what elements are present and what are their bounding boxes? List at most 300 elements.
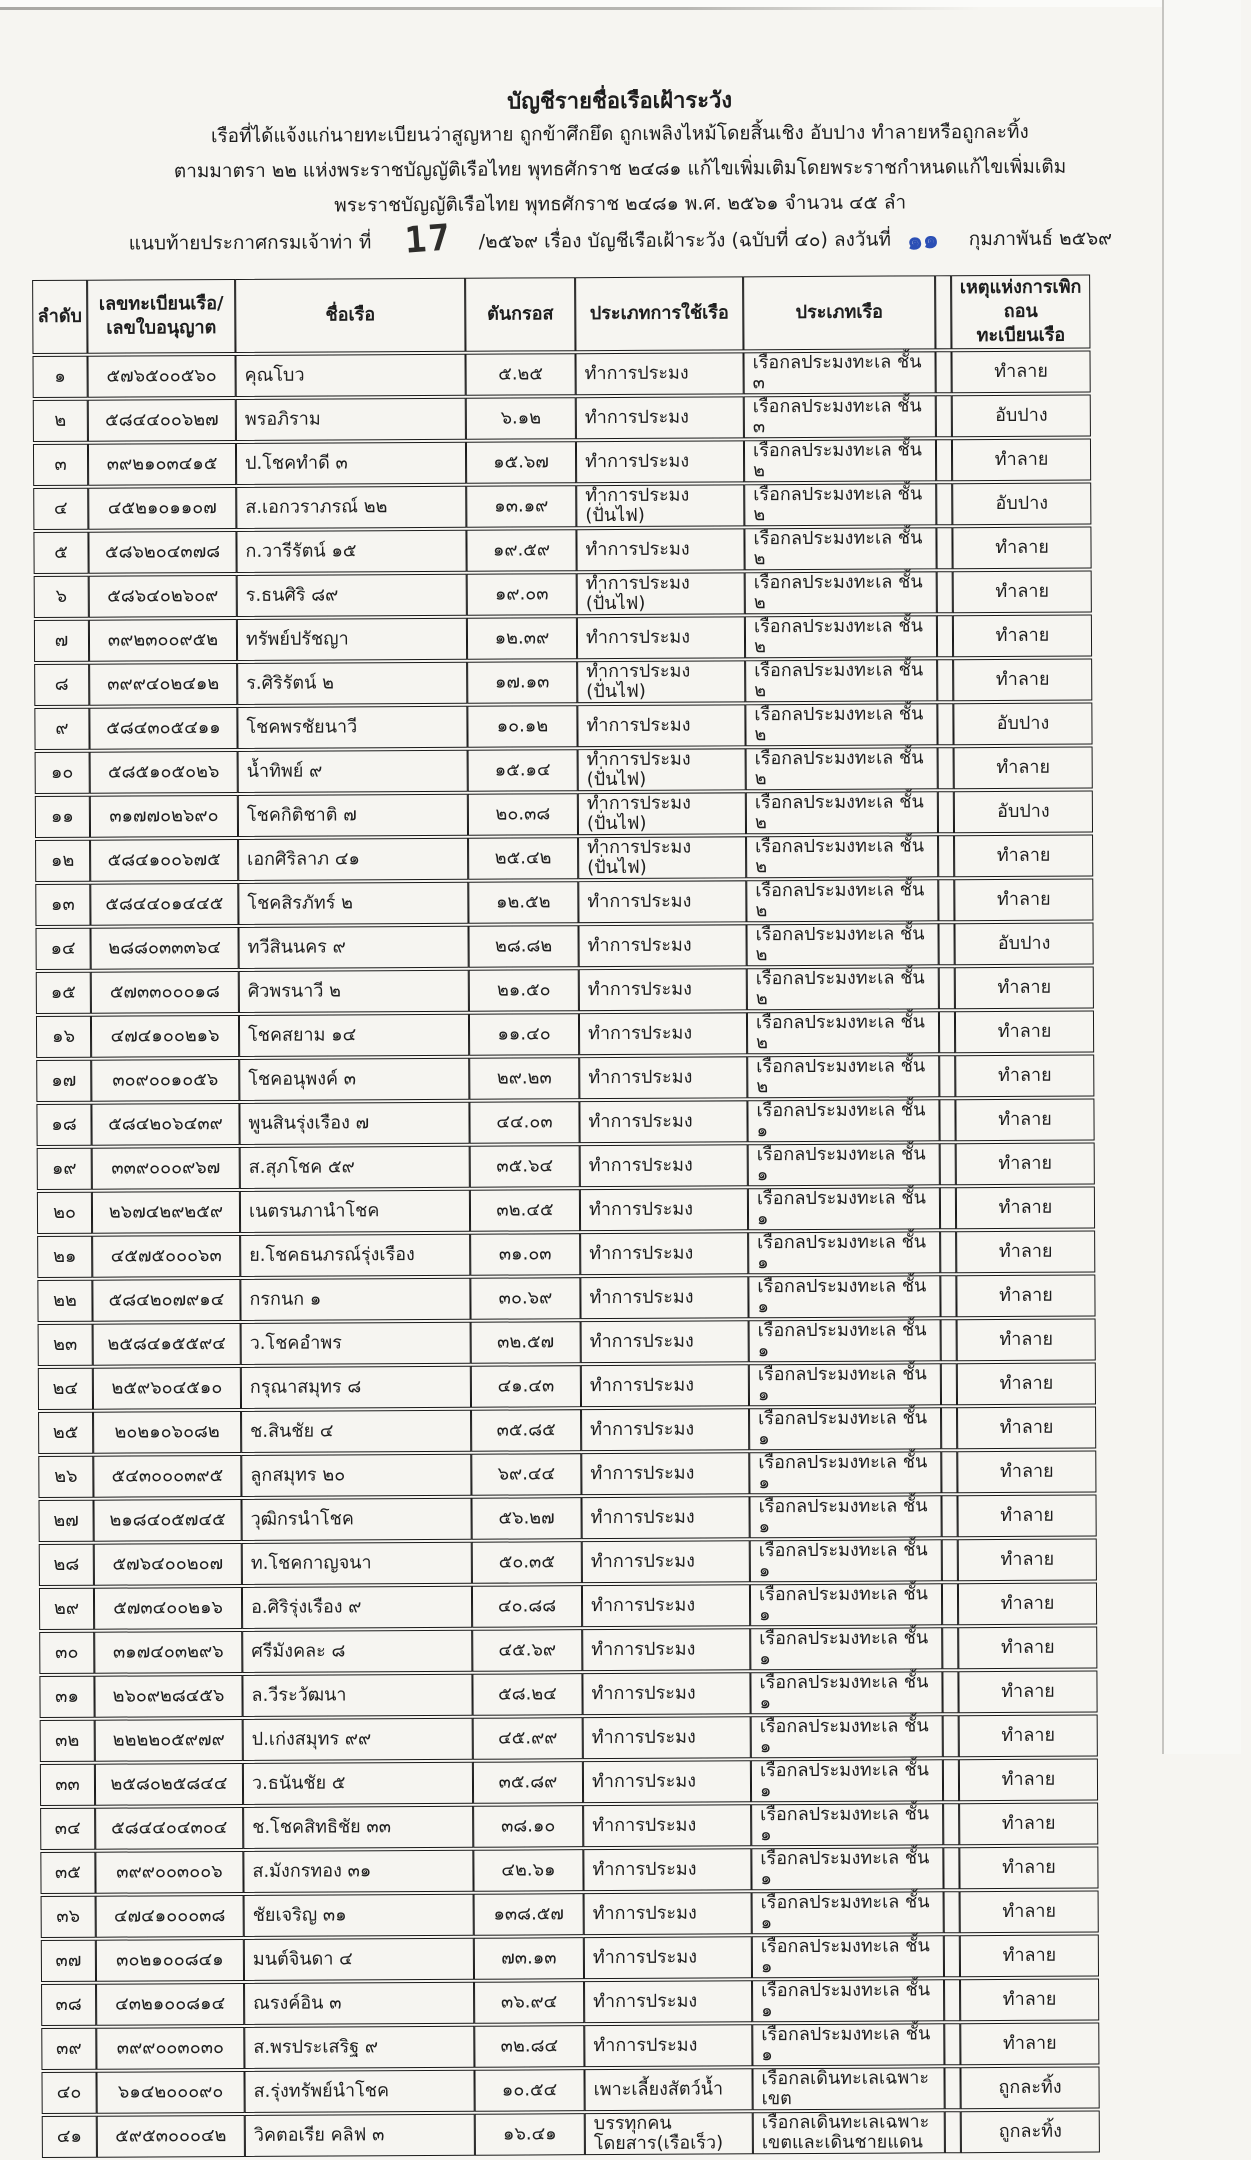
vessel-type-cell: เรือกลประมงทะเล ชั้น ๑ (750, 1539, 942, 1582)
vessel-usage-cell: ทำการประมง (579, 1012, 747, 1055)
registration-number-cell: ๕๘๔๒๐๗๙๑๔ (92, 1279, 240, 1322)
spacer-cell (945, 2111, 961, 2153)
registration-number-cell: ๕๘๔๓๐๕๔๑๑ (89, 707, 237, 750)
row-number-cell: ๑๓ (35, 884, 90, 926)
revocation-reason-cell: ทำลาย (953, 658, 1092, 701)
vessel-name-cell: ส.มังกรทอง ๓๑ (243, 1850, 473, 1893)
row-number-cell: ๓๔ (40, 1808, 95, 1850)
row-number-cell: ๓ (33, 444, 88, 486)
spacer-cell (939, 1099, 955, 1141)
revocation-reason-cell: ทำลาย (958, 1670, 1097, 1713)
registration-number-cell: ๓๙๒๓๐๐๙๕๒ (89, 619, 237, 662)
vessel-row (39, 1626, 1097, 1674)
revocation-reason-cell: ทำลาย (955, 1054, 1094, 1097)
revocation-reason-cell: ทำลาย (952, 526, 1091, 569)
registration-number-cell: ๖๑๔๒๐๐๐๙๐ (96, 2071, 244, 2114)
gross-tonnage-cell: ๒๘.๘๒ (468, 925, 578, 968)
gross-tonnage-cell: ๓๒.๕๗ (471, 1321, 581, 1364)
row-number-cell: ๔๐ (41, 2072, 96, 2114)
registration-number-cell: ๓๙๙๐๐๓๐๓๐ (96, 2027, 244, 2070)
gross-tonnage-cell: ๕๐.๓๕ (472, 1541, 582, 1584)
spacer-cell (939, 967, 955, 1009)
registration-number-cell: ๕๘๔๔๐๔๓๐๔ (95, 1807, 243, 1850)
registration-number-cell: ๕๗๓๓๐๐๐๑๘ (91, 971, 239, 1014)
row-number-cell: ๒๖ (38, 1456, 93, 1498)
vessel-type-cell: เรือกลประมงทะเล ชั้น ๑ (749, 1407, 941, 1450)
vessel-usage-cell: ทำการประมง (577, 704, 745, 747)
revocation-reason-cell: ทำลาย (953, 614, 1092, 657)
spacer-cell (943, 1847, 959, 1889)
vessel-row (34, 658, 1092, 706)
revocation-reason-cell: ทำลาย (960, 1934, 1099, 1977)
spacer-cell (937, 571, 953, 613)
vessel-type-cell: เรือกลประมงทะเล ชั้น ๒ (746, 923, 938, 966)
vessel-type-cell: เรือกลประมงทะเล ชั้น ๒ (744, 439, 936, 482)
vessel-watchlist-table (32, 273, 1100, 2160)
vessel-usage-cell: ทำการประมง (578, 924, 746, 967)
gross-tonnage-cell: ๔๕.๙๙ (473, 1717, 583, 1760)
vessel-name-cell: โชคกิติชาติ ๗ (238, 794, 468, 837)
gross-tonnage-cell: ๓๐.๖๙ (470, 1277, 580, 1320)
vessel-type-cell: เรือกลประมงทะเล ชั้น ๑ (751, 1759, 943, 1802)
vessel-name-cell: โชคสิรภัทร์ ๒ (238, 882, 468, 925)
gross-tonnage-cell: ๓๑.๐๓ (470, 1233, 580, 1276)
revocation-reason-cell: ทำลาย (952, 438, 1091, 481)
vessel-row (36, 1010, 1094, 1058)
row-number-cell: ๙ (34, 708, 89, 750)
registration-number-cell: ๓๓๙๐๐๐๙๖๗ (92, 1147, 240, 1190)
row-number-cell: ๑๕ (36, 972, 91, 1014)
vessel-usage-cell: ทำการประมง (583, 1848, 751, 1891)
registration-number-cell: ๓๑๗๗๐๒๖๙๐ (90, 795, 238, 838)
header-registration-number: เลขทะเบียนเรือ/ เลขใบอนุญาต (87, 279, 235, 354)
row-number-cell: ๑ (33, 356, 88, 398)
vessel-usage-cell: บรรทุกคนโดยสาร(เรือเร็ว) (585, 2112, 753, 2155)
vessel-name-cell: ศิวพรนาวี ๒ (239, 970, 469, 1013)
spacer-cell (938, 879, 954, 921)
gross-tonnage-cell: ๑๐.๕๔ (474, 2069, 584, 2112)
vessel-name-cell: ส.พรประเสริฐ ๙ (244, 2026, 474, 2069)
registration-number-cell: ๓๙๙๐๐๓๐๐๖ (95, 1851, 243, 1894)
vessel-name-cell: ป.เก่งสมุทร ๙๙ (243, 1718, 473, 1761)
vessel-usage-cell: ทำการประมง (ปั่นไฟ) (578, 836, 746, 879)
vessel-type-cell: เรือกลประมงทะเล ชั้น ๒ (745, 703, 937, 746)
vessel-type-cell: เรือกลประมงทะเล ชั้น ๑ (747, 1099, 939, 1142)
revocation-reason-cell: ทำลาย (955, 966, 1094, 1009)
vessel-usage-cell: ทำการประมง (582, 1628, 750, 1671)
vessel-usage-cell: ทำการประมง (ปั่นไฟ) (576, 484, 744, 527)
revocation-reason-cell: ทำลาย (958, 1538, 1097, 1581)
vessel-name-cell: ช.โชคสิทธิชัย ๓๓ (243, 1806, 473, 1849)
spacer-cell (943, 1759, 959, 1801)
row-number-cell: ๒ (33, 400, 88, 442)
vessel-name-cell: ว.ธนันชัย ๕ (243, 1762, 473, 1805)
gross-tonnage-cell: ๓๕.๘๙ (473, 1761, 583, 1804)
vessel-row (38, 1494, 1096, 1542)
vessel-row (40, 1758, 1098, 1806)
spacer-cell (941, 1495, 957, 1537)
vessel-row (38, 1406, 1096, 1454)
row-number-cell: ๘ (34, 664, 89, 706)
vessel-usage-cell: ทำการประมง (579, 1056, 747, 1099)
vessel-name-cell: ล.วีระวัฒนา (242, 1674, 472, 1717)
registration-number-cell: ๕๗๖๕๐๐๕๖๐ (88, 355, 236, 398)
gross-tonnage-cell: ๒๐.๓๘ (468, 793, 578, 836)
vessel-type-cell: เรือกลประมงทะเล ชั้น ๒ (746, 791, 938, 834)
registration-number-cell: ๕๘๕๑๐๕๐๒๖ (90, 751, 238, 794)
vessel-type-cell: เรือกลประมงทะเล ชั้น ๑ (748, 1275, 940, 1318)
row-number-cell: ๑๘ (36, 1104, 91, 1146)
vessel-row (36, 1054, 1094, 1102)
vessel-name-cell: ส.รุ่งทรัพย์นำโชค (244, 2070, 474, 2113)
row-number-cell: ๑๔ (35, 928, 90, 970)
spacer-cell (942, 1627, 958, 1669)
row-number-cell: ๗ (34, 620, 89, 662)
gross-tonnage-cell: ๖๙.๔๔ (471, 1453, 581, 1496)
row-number-cell: ๔๑ (42, 2116, 97, 2158)
gross-tonnage-cell: ๔๔.๐๓ (469, 1101, 579, 1144)
header-spacer (935, 275, 951, 349)
vessel-name-cell: พรอภิราม (236, 398, 466, 441)
row-number-cell: ๓๖ (41, 1896, 96, 1938)
handwritten-announcement-number: 17 (403, 217, 455, 262)
vessel-row (38, 1362, 1096, 1410)
vessel-name-cell: ณรงค์อิน ๓ (244, 1982, 474, 2025)
vessel-row (41, 1934, 1099, 1982)
vessel-row (35, 834, 1093, 882)
registration-number-cell: ๓๙๒๑๐๓๔๑๕ (88, 443, 236, 486)
vessel-usage-cell: ทำการประมง (576, 396, 744, 439)
revocation-reason-cell: ทำลาย (957, 1318, 1096, 1361)
spacer-cell (936, 483, 952, 525)
revocation-reason-cell: ถูกละทิ้ง (960, 2066, 1099, 2109)
vessel-type-cell: เรือกลประมงทะเล ชั้น ๒ (747, 1011, 939, 1054)
vessel-usage-cell: ทำการประมง (584, 1936, 752, 1979)
row-number-cell: ๓๒ (40, 1720, 95, 1762)
vessel-type-cell: เรือกลประมงทะเล ชั้น ๑ (748, 1231, 940, 1274)
registration-number-cell: ๕๙๕๓๐๐๐๔๒ (97, 2115, 245, 2158)
row-number-cell: ๓๑ (39, 1676, 94, 1718)
annex-middle-text: /๒๕๖๙ เรื่อง บัญชีเรือเฝ้าระวัง (ฉบับที่ ๔๐) ลงวันที่ (478, 228, 892, 253)
vessel-usage-cell: ทำการประมง (580, 1276, 748, 1319)
spacer-cell (936, 527, 952, 569)
row-number-cell: ๓๗ (41, 1940, 96, 1982)
row-number-cell: ๒๕ (38, 1412, 93, 1454)
spacer-cell (938, 747, 954, 789)
vessel-usage-cell: ทำการประมง (584, 1892, 752, 1935)
gross-tonnage-cell: ๑๒.๓๙ (467, 617, 577, 660)
spacer-cell (944, 1935, 960, 1977)
vessel-name-cell: ร.ธนศิริ ๘๙ (237, 574, 467, 617)
vessel-row (34, 614, 1092, 662)
vessel-usage-cell: ทำการประมง (580, 1188, 748, 1231)
vessel-row (41, 2066, 1099, 2114)
vessel-type-cell: เรือกลประมงทะเล ชั้น ๒ (744, 527, 936, 570)
gross-tonnage-cell: ๑๗.๑๓ (467, 661, 577, 704)
vessel-row (34, 570, 1092, 618)
row-number-cell: ๑๖ (36, 1016, 91, 1058)
vessel-row (34, 702, 1092, 750)
revocation-reason-cell: ทำลาย (960, 1890, 1099, 1933)
spacer-cell (937, 615, 953, 657)
vessel-row (41, 1890, 1099, 1938)
table-body (33, 351, 1100, 2159)
gross-tonnage-cell: ๓๖.๙๔ (474, 1981, 584, 2024)
registration-number-cell: ๓๙๙๔๐๒๔๑๒ (89, 663, 237, 706)
vessel-name-cell: คุณโบว (235, 354, 465, 397)
vessel-row (38, 1450, 1096, 1498)
vessel-row (36, 966, 1094, 1014)
gross-tonnage-cell: ๕๘.๒๔ (472, 1673, 582, 1716)
header-gross-tonnage: ตันกรอส (465, 277, 575, 352)
vessel-row (39, 1582, 1097, 1630)
vessel-usage-cell: ทำการประมง (ปั่นไฟ) (577, 572, 745, 615)
registration-number-cell: ๓๑๗๔๐๓๒๙๖ (94, 1631, 242, 1674)
registration-number-cell: ๒๕๙๖๐๔๕๑๐ (93, 1367, 241, 1410)
row-number-cell: ๑๐ (35, 752, 90, 794)
registration-number-cell: ๒๖๗๔๒๙๒๕๙ (92, 1191, 240, 1234)
vessel-name-cell: โชคพรชัยนาวี (237, 706, 467, 749)
vessel-type-cell: เรือกลประมงทะเล ชั้น ๒ (745, 571, 937, 614)
vessel-usage-cell: ทำการประมง (576, 528, 744, 571)
vessel-usage-cell: ทำการประมง (583, 1760, 751, 1803)
revocation-reason-cell: ทำลาย (956, 1142, 1095, 1185)
spacer-cell (941, 1451, 957, 1493)
document-subtitle-line3: พระราชบัญญัติเรือไทย พุทธศักราช ๒๔๘๑ พ.ศ. ๒๕๖๑ จำนวน ๔๕ ลำ (334, 191, 907, 217)
spacer-cell (938, 791, 954, 833)
gross-tonnage-cell: ๓๕.๘๕ (471, 1409, 581, 1452)
registration-number-cell: ๒๕๘๔๑๕๕๙๔ (93, 1323, 241, 1366)
row-number-cell: ๖ (34, 576, 89, 618)
vessel-usage-cell: ทำการประมง (584, 2024, 752, 2067)
vessel-row (39, 1670, 1097, 1718)
revocation-reason-cell: ถูกละทิ้ง (961, 2110, 1100, 2153)
vessel-name-cell: ร.ศิริรัตน์ ๒ (237, 662, 467, 705)
row-number-cell: ๑๒ (35, 840, 90, 882)
revocation-reason-cell: ทำลาย (960, 2022, 1099, 2065)
vessel-usage-cell: ทำการประมง (ปั่นไฟ) (578, 792, 746, 835)
gross-tonnage-cell: ๑๙.๕๙ (466, 529, 576, 572)
vessel-name-cell: เนตรนภานำโชค (240, 1190, 470, 1233)
annex-reference-line (0, 217, 1241, 262)
vessel-name-cell: ย.โชคธนภรณ์รุ่งเรือง (240, 1234, 470, 1277)
spacer-cell (942, 1671, 958, 1713)
gross-tonnage-cell: ๔๕.๖๙ (472, 1629, 582, 1672)
gross-tonnage-cell: ๑๐.๑๒ (467, 705, 577, 748)
gross-tonnage-cell: ๑๕.๖๗ (466, 441, 576, 484)
row-number-cell: ๒๐ (37, 1192, 92, 1234)
header-revocation-reason: เหตุแห่งการเพิกถอน ทะเบียนเรือ (951, 275, 1090, 350)
vessel-name-cell: วุฒิกรนำโชค (241, 1498, 471, 1541)
vessel-name-cell: ว.โชคอำพร (241, 1322, 471, 1365)
vessel-usage-cell: ทำการประมง (576, 440, 744, 483)
document-header (0, 0, 1241, 262)
vessel-type-cell: เรือกลประมงทะเล ชั้น ๑ (750, 1583, 942, 1626)
revocation-reason-cell: ทำลาย (957, 1406, 1096, 1449)
revocation-reason-cell: ทำลาย (954, 878, 1093, 921)
registration-number-cell: ๒๖๐๙๒๘๔๕๖ (94, 1675, 242, 1718)
vessel-type-cell: เรือกลประมงทะเล ชั้น ๑ (750, 1627, 942, 1670)
vessel-type-cell: เรือกลประมงทะเล ชั้น ๑ (752, 1979, 944, 2022)
header-row-number: ลำดับ (32, 280, 87, 354)
vessel-name-cell: โชคอนุพงค์ ๓ (239, 1058, 469, 1101)
vessel-usage-cell: ทำการประมง (583, 1804, 751, 1847)
vessel-usage-cell: ทำการประมง (579, 1100, 747, 1143)
revocation-reason-cell: ทำลาย (958, 1626, 1097, 1669)
vessel-name-cell: ท.โชคกาญจนา (242, 1542, 472, 1585)
row-number-cell: ๓๘ (41, 1984, 96, 2026)
vessel-row (35, 878, 1093, 926)
vessel-row (37, 1142, 1095, 1190)
spacer-cell (944, 1979, 960, 2021)
revocation-reason-cell: ทำลาย (956, 1230, 1095, 1273)
vessel-usage-cell: ทำการประมง (580, 1144, 748, 1187)
registration-number-cell: ๓๐๒๑๐๐๘๔๑ (96, 1939, 244, 1982)
spacer-cell (943, 1803, 959, 1845)
vessel-name-cell: น้ำทิพย์ ๙ (238, 750, 468, 793)
vessel-row (35, 922, 1093, 970)
vessel-usage-cell: ทำการประมง (578, 880, 746, 923)
table-header-row (32, 275, 1090, 355)
vessel-type-cell: เรือกลประมงทะเล ชั้น ๑ (752, 2023, 944, 2066)
revocation-reason-cell: ทำลาย (960, 1978, 1099, 2021)
gross-tonnage-cell: ๒๕.๔๒ (468, 837, 578, 880)
registration-number-cell: ๕๗๖๔๐๐๒๐๗ (94, 1543, 242, 1586)
gross-tonnage-cell: ๔๒.๖๑ (473, 1849, 583, 1892)
spacer-cell (943, 1715, 959, 1757)
vessel-row (37, 1274, 1095, 1322)
vessel-usage-cell: ทำการประมง (575, 352, 743, 395)
revocation-reason-cell: อับปาง (953, 702, 1092, 745)
vessel-usage-cell: ทำการประมง (582, 1672, 750, 1715)
vessel-name-cell: ชัยเจริญ ๓๑ (244, 1894, 474, 1937)
revocation-reason-cell: ทำลาย (957, 1450, 1096, 1493)
vessel-row (40, 1802, 1098, 1850)
registration-number-cell: ๒๑๘๔๐๕๗๔๕ (93, 1499, 241, 1542)
spacer-cell (942, 1583, 958, 1625)
registration-number-cell: ๕๘๔๔๐๑๔๔๕ (90, 883, 238, 926)
vessel-row (41, 1978, 1099, 2026)
vessel-type-cell: เรือกลประมงทะเล ชั้น ๒ (745, 615, 937, 658)
spacer-cell (944, 2023, 960, 2065)
vessel-row (39, 1538, 1097, 1586)
revocation-reason-cell: ทำลาย (956, 1274, 1095, 1317)
revocation-reason-cell: ทำลาย (959, 1714, 1098, 1757)
row-number-cell: ๒๒ (37, 1280, 92, 1322)
handwritten-date-number: ๑๑ (905, 223, 941, 256)
spacer-cell (941, 1363, 957, 1405)
spacer-cell (940, 1275, 956, 1317)
registration-number-cell: ๕๗๓๔๐๐๒๑๖ (94, 1587, 242, 1630)
revocation-reason-cell: อับปาง (952, 395, 1091, 438)
registration-number-cell: ๔๕๗๕๐๐๐๖๓ (92, 1235, 240, 1278)
row-number-cell: ๑๙ (37, 1148, 92, 1190)
vessel-row (35, 790, 1093, 838)
annex-suffix-text: กุมภาพันธ์ ๒๕๖๙ (968, 227, 1113, 251)
revocation-reason-cell: ทำลาย (956, 1186, 1095, 1229)
spacer-cell (941, 1319, 957, 1361)
vessel-usage-cell: ทำการประมง (580, 1232, 748, 1275)
vessel-usage-cell: ทำการประมง (582, 1584, 750, 1627)
revocation-reason-cell: ทำลาย (955, 1098, 1094, 1141)
vessel-type-cell: เรือกลประมงทะเล ชั้น ๒ (746, 835, 938, 878)
vessel-row (36, 1098, 1094, 1146)
vessel-usage-cell: ทำการประมง (582, 1540, 750, 1583)
vessel-row (40, 1714, 1098, 1762)
vessel-row (37, 1230, 1095, 1278)
vessel-type-cell: เรือกลประมงทะเล ชั้น ๑ (752, 1935, 944, 1978)
revocation-reason-cell: ทำลาย (959, 1758, 1098, 1801)
vessel-type-cell: เรือกลประมงทะเล ชั้น ๒ (746, 747, 938, 790)
vessel-row (40, 1846, 1098, 1894)
vessel-usage-cell: เพาะเลี้ยงสัตว์น้ำ (584, 2068, 752, 2111)
vessel-type-cell: เรือกลประมงทะเล ชั้น ๒ (745, 659, 937, 702)
gross-tonnage-cell: ๕.๒๕ (465, 353, 575, 396)
row-number-cell: ๒๓ (38, 1324, 93, 1366)
header-vessel-name: ชื่อเรือ (235, 278, 465, 353)
registration-number-cell: ๔๗๔๑๐๐๒๑๖ (91, 1015, 239, 1058)
registration-number-cell: ๔๗๔๑๐๐๐๓๘ (96, 1895, 244, 1938)
vessel-row (33, 438, 1091, 486)
revocation-reason-cell: ทำลาย (955, 1010, 1094, 1053)
spacer-cell (941, 1407, 957, 1449)
vessel-row (33, 526, 1091, 574)
spacer-cell (939, 1055, 955, 1097)
vessel-type-cell: เรือกลประมงทะเล ชั้น ๒ (744, 483, 936, 526)
vessel-name-cell: เอกศิริลาภ ๔๑ (238, 838, 468, 881)
registration-number-cell: ๔๕๒๑๐๑๑๐๗ (88, 487, 236, 530)
vessel-usage-cell: ทำการประมง (ปั่นไฟ) (577, 660, 745, 703)
row-number-cell: ๕ (33, 532, 88, 574)
spacer-cell (940, 1143, 956, 1185)
vessel-type-cell: เรือกลประมงทะเล ชั้น ๑ (750, 1671, 942, 1714)
row-number-cell: ๓๓ (40, 1764, 95, 1806)
spacer-cell (944, 2067, 960, 2109)
vessel-name-cell: ศรีมังคละ ๘ (242, 1630, 472, 1673)
vessel-name-cell: กรกนก ๑ (240, 1278, 470, 1321)
vessel-type-cell: เรือกลประมงทะเล ชั้น ๑ (749, 1451, 941, 1494)
registration-number-cell: ๕๔๓๐๐๐๓๙๕ (93, 1455, 241, 1498)
vessel-type-cell: เรือกลประมงทะเล ชั้น ๒ (747, 967, 939, 1010)
spacer-cell (940, 1187, 956, 1229)
vessel-usage-cell: ทำการประมง (584, 1980, 752, 2023)
vessel-row (41, 2022, 1099, 2070)
spacer-cell (942, 1539, 958, 1581)
spacer-cell (936, 395, 952, 437)
gross-tonnage-cell: ๒๙.๒๓ (469, 1057, 579, 1100)
vessel-name-cell: ก.วารีรัตน์ ๑๕ (236, 530, 466, 573)
revocation-reason-cell: ทำลาย (951, 351, 1090, 394)
registration-number-cell: ๕๘๖๒๐๔๓๗๘ (88, 531, 236, 574)
gross-tonnage-cell: ๑๑.๔๐ (469, 1013, 579, 1056)
vessel-name-cell: พูนสินรุ่งเรือง ๗ (239, 1102, 469, 1145)
vessel-usage-cell: ทำการประมง (581, 1452, 749, 1495)
row-number-cell: ๑๗ (36, 1060, 91, 1102)
vessel-name-cell: โชคสยาม ๑๔ (239, 1014, 469, 1057)
vessel-usage-cell: ทำการประมง (581, 1320, 749, 1363)
registration-number-cell: ๒๕๘๐๒๕๘๔๔ (95, 1763, 243, 1806)
document-title: บัญชีรายชื่อเรือเฝ้าระวัง (507, 88, 733, 115)
vessel-row (33, 395, 1091, 443)
vessel-name-cell: ทรัพย์ปรัชญา (237, 618, 467, 661)
vessel-usage-cell: ทำการประมง (579, 968, 747, 1011)
gross-tonnage-cell: ๓๘.๑๐ (473, 1805, 583, 1848)
row-number-cell: ๓๐ (39, 1632, 94, 1674)
revocation-reason-cell: อับปาง (954, 790, 1093, 833)
vessel-type-cell: เรือกลประมงทะเล ชั้น ๑ (751, 1847, 943, 1890)
row-number-cell: ๔ (33, 488, 88, 530)
vessel-type-cell: เรือกลประมงทะเล ชั้น ๓ (744, 395, 936, 438)
